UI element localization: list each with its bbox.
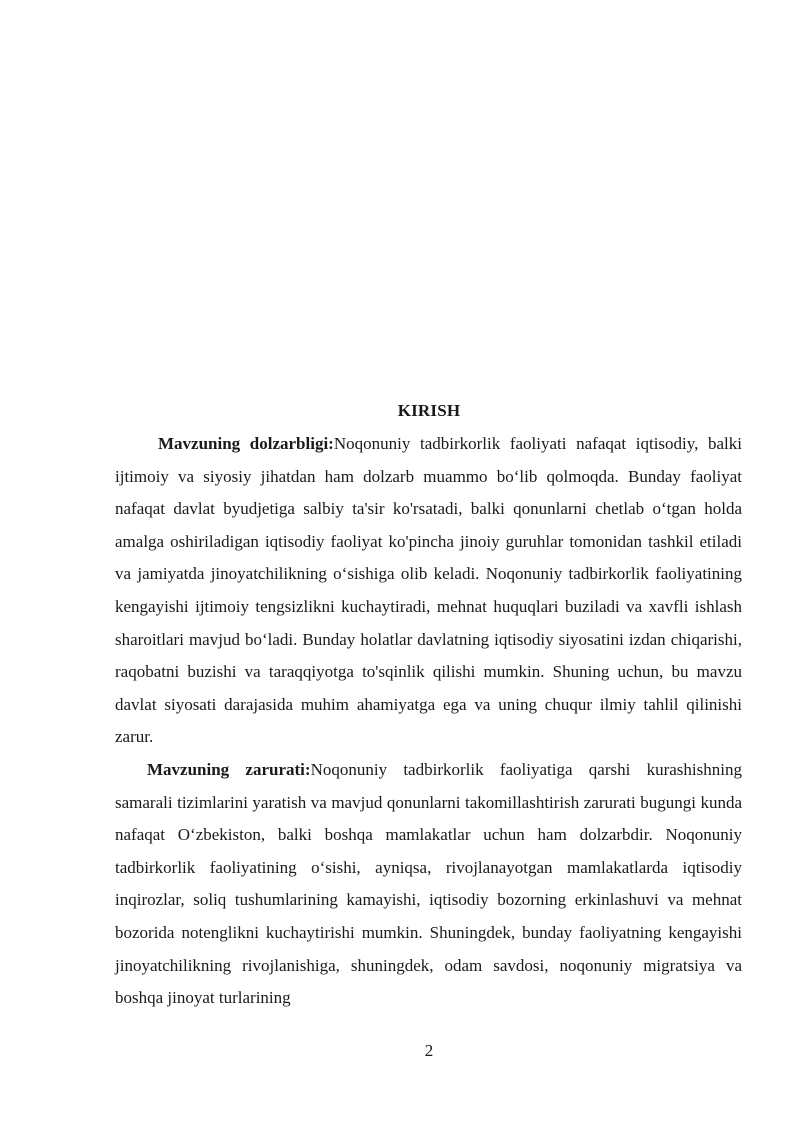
section-heading: KIRISH bbox=[397, 401, 461, 420]
paragraph-necessity bbox=[115, 754, 742, 1015]
paragraph-lead-relevance: Mavzuning dolzarbligi: bbox=[158, 434, 334, 453]
page-number: 2 bbox=[424, 1041, 434, 1060]
paragraph-relevance bbox=[115, 428, 742, 754]
paragraph-lead-necessity: Mavzuning zarurati: bbox=[147, 760, 311, 779]
paragraph-text-relevance: Noqonuniy tadbirkorlik faoliyati nafaqat iqtisodiy, balki ijtimoiy va siyosiy jihatdan ham dolzarb muammo bo‘lib qolmoqda. Bunday faoliyat nafaqat davlat byudjetiga salbiy ta'sir ko'rsatadi, balki qonunlarni chetlab o‘tgan holda amalga oshiriladigan iqtisodiy faoliyat ko'pincha jinoiy guruhlar tomonidan tashkil etiladi va jamiyatda jinoyatchilikning o‘sishiga olib keladi. Noqonuniy tadbirkorlik faoliyatining kengayishi ijtimoiy tengsizlikni kuchaytiradi, mehnat huquqlari buziladi va xavfli ishlash sharoitlari mavjud bo‘ladi. Bunday holatlar davlatning iqtisodiy siyosatini izdan chiqarishi, raqobatni buzishi va taraqqiyotga to'sqinlik qilishi mumkin. Shuning uchun, bu mavzu davlat siyosati darajasida muhim ahamiyatga ega va uning chuqur ilmiy tahlil qilinishi zarur. bbox=[115, 434, 743, 747]
paragraph-text-necessity: Noqonuniy tadbirkorlik faoliyatiga qarshi kurashishning samarali tizimlarini yaratish va mavjud qonunlarni takomillashtirish zarurati bugungi kunda nafaqat O‘zbekiston, balki boshqa mamlakatlar uchun ham dolzarbdir. Noqonuniy tadbirkorlik faoliyatining o‘sishi, ayniqsa, rivojlanayotgan mamlakatlarda iqtisodiy inqirozlar, soliq tushumlarining kamayishi, iqtisodiy bozorning erkinlashuvi va mehnat bozorida notenglikni kuchaytirishi mumkin. Shuningdek, bunday faoliyatning kengayishi jinoyatchilikning rivojlanishiga, shuningdek, odam savdosi, noqonuniy migratsiya va boshqa jinoyat turlarining bbox=[115, 760, 742, 1008]
